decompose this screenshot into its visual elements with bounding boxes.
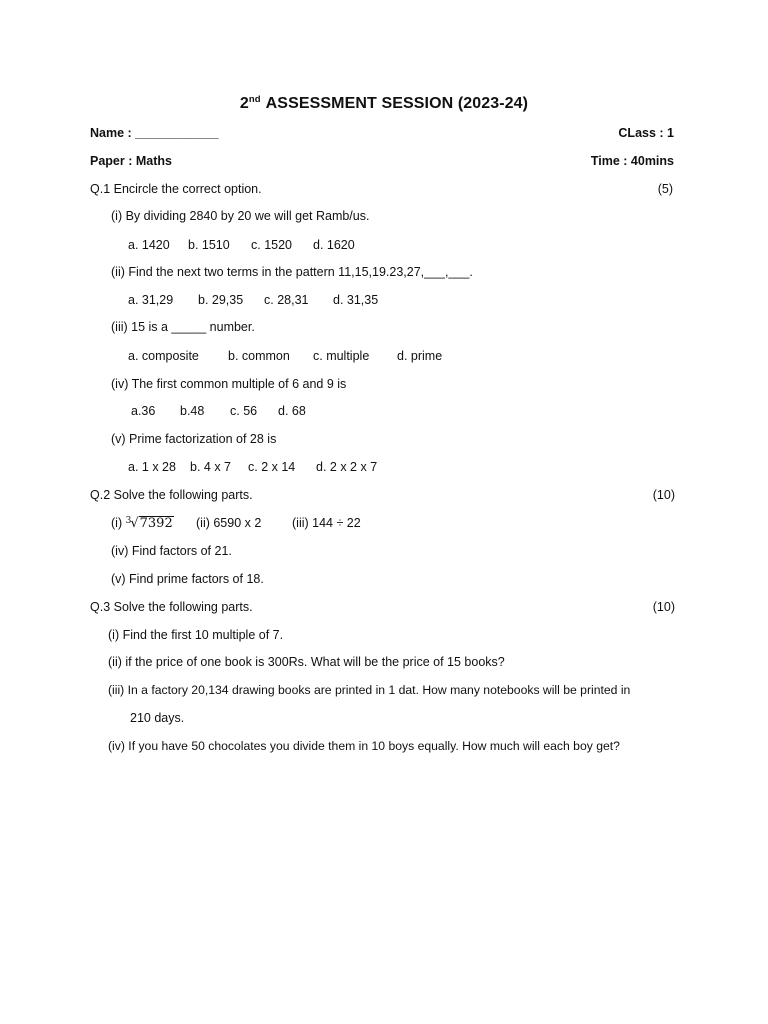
q2-part-i-label: (i) bbox=[111, 516, 123, 530]
title-superscript: nd bbox=[248, 94, 261, 105]
option-a: a. 1 x 28 bbox=[128, 460, 176, 474]
option-b: b. 4 x 7 bbox=[190, 460, 231, 474]
option-b: b. 29,35 bbox=[198, 293, 244, 307]
q1-heading: Q.1 Encircle the correct option. bbox=[90, 182, 262, 196]
q3-part-iii-continuation: 210 days. bbox=[130, 711, 185, 725]
option-b: b.48 bbox=[180, 404, 205, 418]
q3-part-iv: (iv) If you have 50 chocolates you divide them in 10 boys equally. How much will each boy get? bbox=[108, 739, 620, 753]
q2-part-i bbox=[111, 516, 174, 530]
option-a: a. 1420 bbox=[128, 238, 170, 252]
option-a: a. 31,29 bbox=[128, 293, 174, 307]
q2-heading: Q.2 Solve the following parts. bbox=[90, 488, 253, 502]
paper-label: Paper : Maths bbox=[90, 154, 172, 168]
option-d: d. 1620 bbox=[313, 238, 355, 252]
option-d: d. 31,35 bbox=[333, 293, 379, 307]
q1-item-1-text: (i) By dividing 2840 by 20 we will get Ramb/us. bbox=[111, 209, 370, 223]
radical-sign-icon: √ bbox=[130, 516, 139, 531]
q2-part-v: (v) Find prime factors of 18. bbox=[111, 572, 264, 586]
option-d: d. prime bbox=[397, 349, 443, 363]
title-text: ASSESSMENT SESSION (2023-24) bbox=[265, 95, 529, 112]
q1-item-4-text: (iv) The first common multiple of 6 and 9 is bbox=[111, 377, 347, 391]
option-b: b. common bbox=[228, 349, 290, 363]
option-c: c. 1520 bbox=[251, 238, 293, 252]
q3-part-ii: (ii) if the price of one book is 300Rs. What will be the price of 15 books? bbox=[108, 655, 505, 669]
class-label: CLass : 1 bbox=[618, 126, 674, 140]
q2-part-iii: (iii) 144 ÷ 22 bbox=[292, 516, 361, 530]
q1-marks: (5) bbox=[657, 182, 673, 196]
q3-heading: Q.3 Solve the following parts. bbox=[90, 600, 253, 614]
q2-part-ii: (ii) 6590 x 2 bbox=[196, 516, 262, 530]
option-c: c. 56 bbox=[230, 404, 258, 418]
title-ordinal: 2 bbox=[239, 95, 249, 112]
option-a: a. composite bbox=[128, 349, 199, 363]
radicand: 7392 bbox=[139, 516, 173, 531]
option-c: c. 2 x 14 bbox=[248, 460, 296, 474]
q1-item-3-text: (iii) 15 is a _____ number. bbox=[111, 320, 255, 334]
option-a: a.36 bbox=[131, 404, 156, 418]
root-index: 3 bbox=[125, 516, 132, 526]
time-label: Time : 40mins bbox=[590, 154, 674, 168]
q3-part-i: (i) Find the first 10 multiple of 7. bbox=[108, 628, 284, 642]
option-b: b. 1510 bbox=[188, 238, 230, 252]
option-d: d. 2 x 2 x 7 bbox=[316, 460, 378, 474]
name-field-label: Name : ____________ bbox=[90, 126, 219, 140]
q3-marks: (10) bbox=[652, 600, 675, 614]
cube-root-expression bbox=[126, 516, 174, 530]
q2-marks: (10) bbox=[652, 488, 675, 502]
q1-item-5-text: (v) Prime factorization of 28 is bbox=[111, 432, 277, 446]
q3-part-iii: (iii) In a factory 20,134 drawing books are printed in 1 dat. How many notebooks will be printed in bbox=[108, 683, 631, 697]
option-c: c. multiple bbox=[313, 349, 370, 363]
q1-item-2-text: (ii) Find the next two terms in the pattern 11,15,19.23,27,___,___. bbox=[111, 265, 473, 279]
option-d: d. 68 bbox=[278, 404, 306, 418]
q2-part-iv: (iv) Find factors of 21. bbox=[111, 544, 232, 558]
option-c: c. 28,31 bbox=[264, 293, 309, 307]
page-title bbox=[0, 95, 768, 112]
